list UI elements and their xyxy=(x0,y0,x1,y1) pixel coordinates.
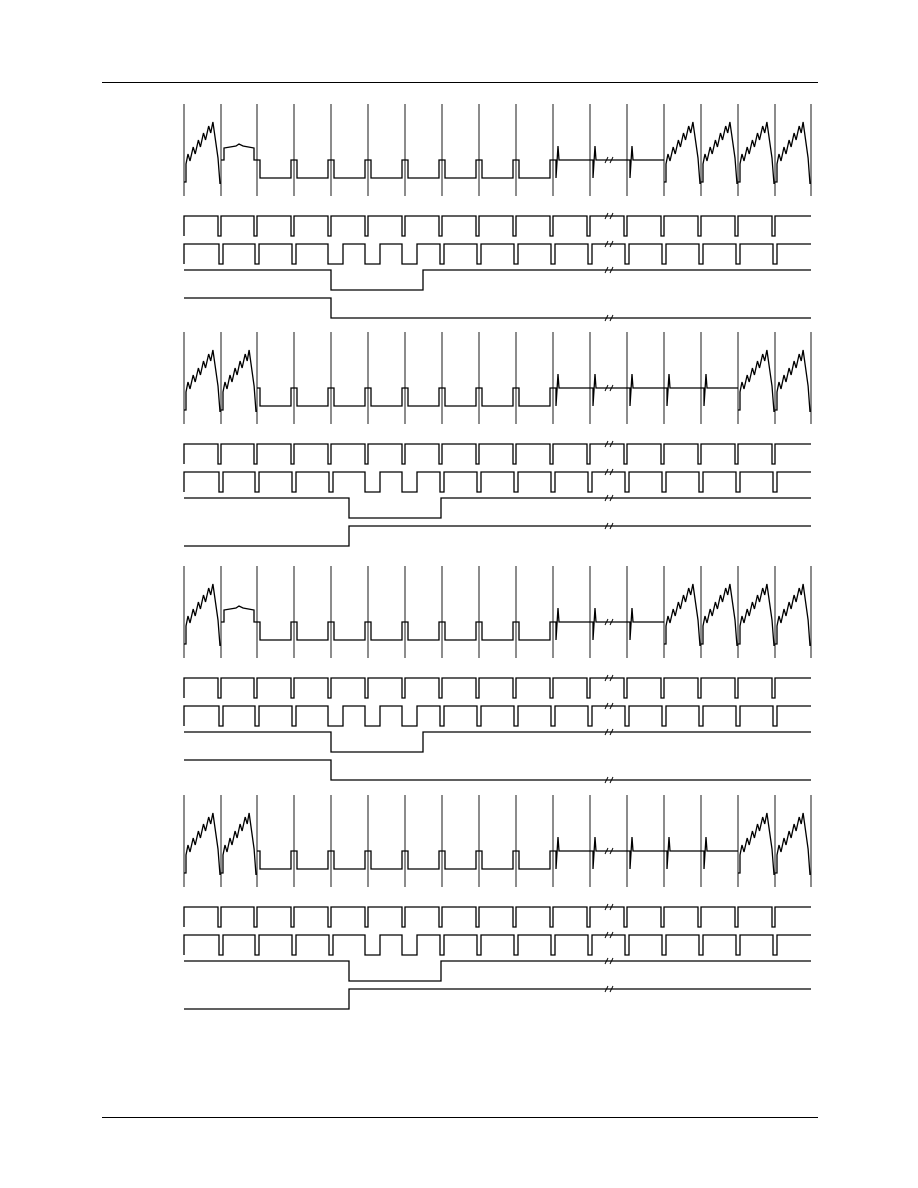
timing-panel-1 xyxy=(184,104,811,321)
analog-waveform xyxy=(184,350,810,412)
control-1-signal xyxy=(184,961,811,981)
analog-waveform xyxy=(184,584,810,646)
control-2-signal xyxy=(184,526,811,546)
clock-1-signal xyxy=(184,444,811,464)
clock-1-signal xyxy=(184,678,811,698)
analog-waveform xyxy=(184,122,810,184)
control-1-signal xyxy=(184,498,811,518)
control-2-signal xyxy=(184,760,811,780)
clock-2-signal xyxy=(184,244,811,264)
timing-panel-2 xyxy=(184,332,811,546)
analog-waveform xyxy=(184,813,810,875)
control-1-signal xyxy=(184,270,811,290)
clock-2-signal xyxy=(184,935,811,955)
control-1-signal xyxy=(184,732,811,752)
control-2-signal xyxy=(184,298,811,318)
timing-panel-4 xyxy=(184,795,811,1009)
timing-panel-3 xyxy=(184,566,811,783)
control-2-signal xyxy=(184,989,811,1009)
clock-2-signal xyxy=(184,706,811,726)
clock-1-signal xyxy=(184,216,811,236)
clock-1-signal xyxy=(184,907,811,927)
clock-2-signal xyxy=(184,472,811,492)
